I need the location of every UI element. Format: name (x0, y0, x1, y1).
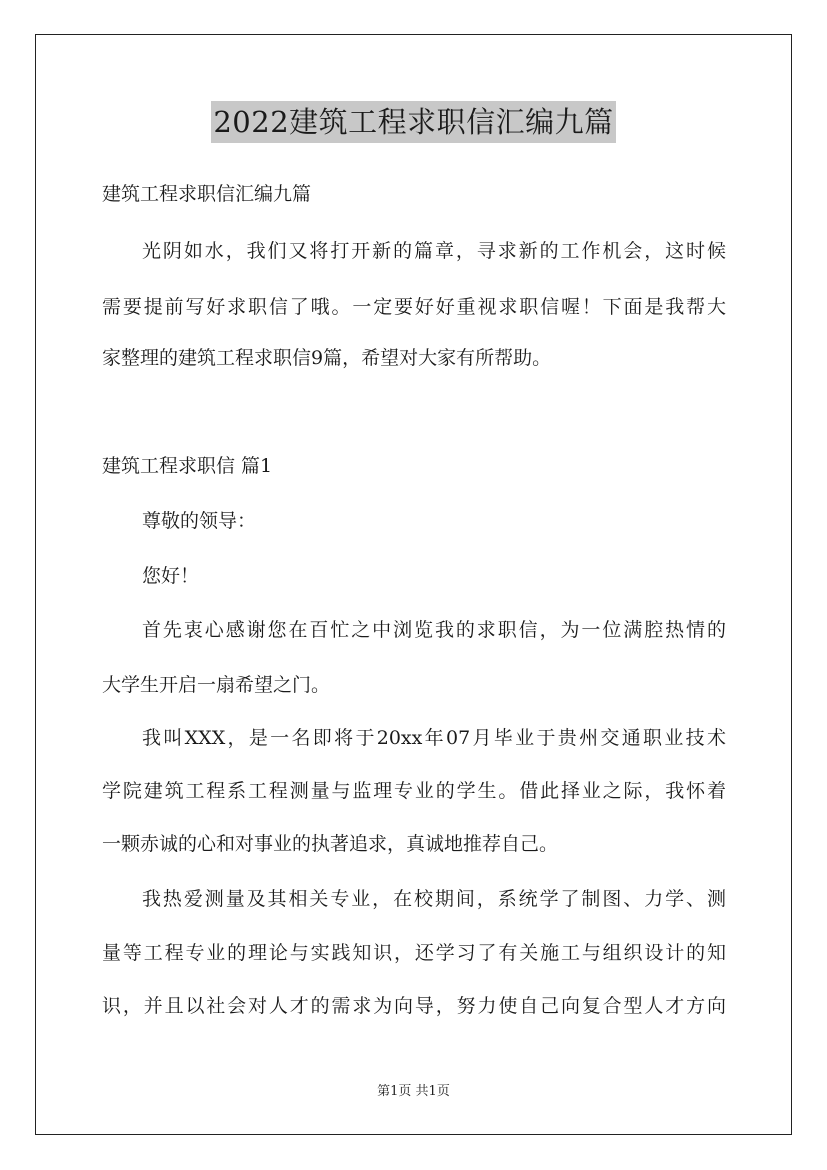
greeting-line: 您好！ (142, 565, 200, 587)
paragraph-line: 首先衷心感谢您在百忙之中浏览我的求职信，为一位满腔热情的 (142, 619, 726, 641)
salutation-line: 尊敬的领导： (142, 510, 257, 532)
paragraph-line: 学院建筑工程系工程测量与监理专业的学生。借此择业之际，我怀着 (102, 780, 726, 802)
paragraph-line: 我叫XXX，是一名即将于20xx年07月毕业于贵州交通职业技术 (142, 727, 726, 749)
paragraph-line: 光阴如水，我们又将打开新的篇章，寻求新的工作机会，这时候 (142, 240, 726, 262)
title-container (0, 101, 827, 143)
paragraph-line: 一颗赤诚的心和对事业的执著追求，真诚地推荐自己。 (102, 833, 559, 855)
paragraph-line: 识，并且以社会对人才的需求为向导，努力使自己向复合型人才方向 (102, 995, 726, 1017)
document-title: 2022建筑工程求职信汇编九篇 (211, 101, 615, 143)
paragraph-line: 大学生开启一扇希望之门。 (102, 674, 331, 696)
subtitle-line: 建筑工程求职信汇编九篇 (102, 183, 312, 205)
paragraph-line: 量等工程专业的理论与实践知识，还学习了有关施工与组织设计的知 (102, 942, 726, 964)
paragraph-line: 需要提前写好求职信了哦。一定要好好重视求职信喔！下面是我帮大 (102, 296, 726, 318)
section-heading: 建筑工程求职信 篇1 (102, 455, 273, 477)
page-footer: 第1页 共1页 (377, 1084, 450, 1099)
paragraph-line: 家整理的建筑工程求职信9篇，希望对大家有所帮助。 (102, 347, 552, 369)
paragraph-line: 我热爱测量及其相关专业，在校期间，系统学了制图、力学、测 (142, 888, 726, 910)
